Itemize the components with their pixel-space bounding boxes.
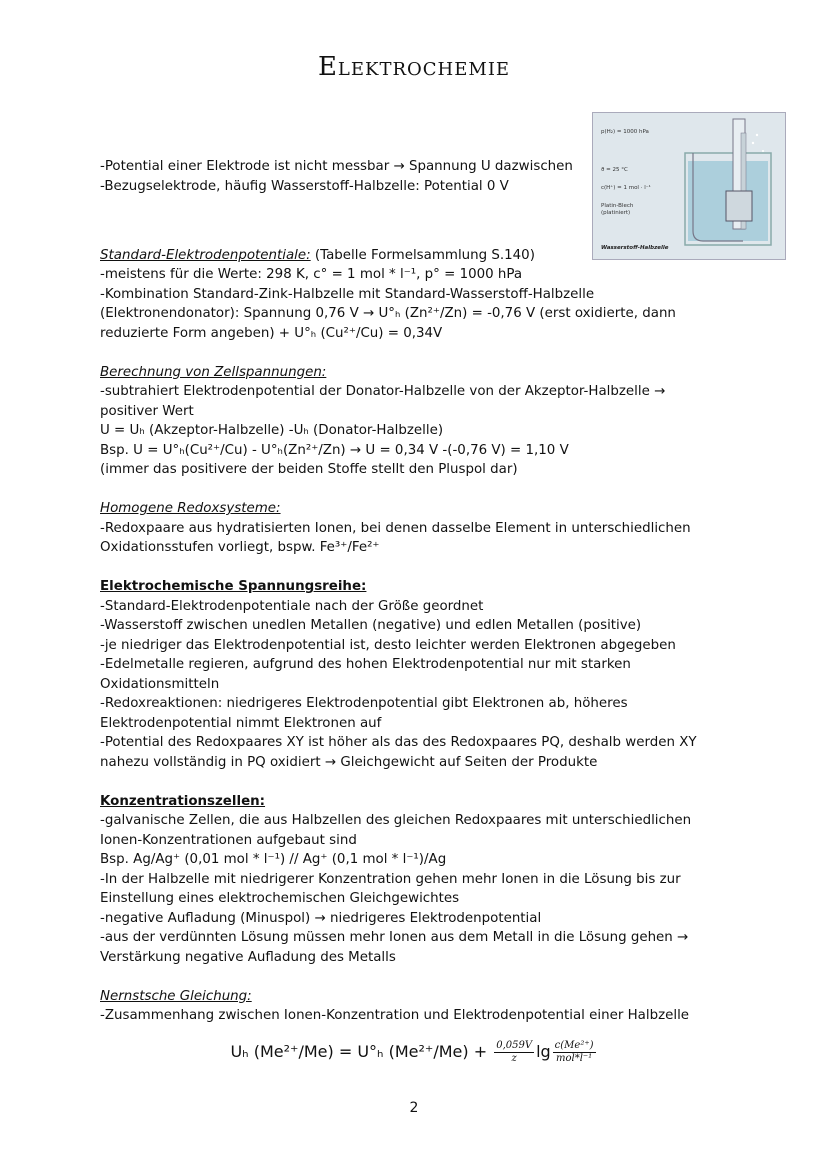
document-body xyxy=(100,157,740,1026)
section4-line: -Potential des Redoxpaares XY ist höher als das des Redoxpaares PQ, deshalb werden XY xyxy=(100,735,697,750)
section5-line: Ionen-Konzentrationen aufgebaut sind xyxy=(100,832,357,848)
fraction-rt-zf: $\frac{0,059V}{z}$ xyxy=(496,1040,533,1064)
intro-line: -Bezugselektrode, häufig Wasserstoff-Halbzelle: Potential 0 V xyxy=(100,178,509,194)
section2-line: positiver Wert xyxy=(100,403,194,419)
section2-line: -subtrahiert Elektrodenpotential der Donator-Halbzelle von der Akzeptor-Halbzelle → xyxy=(100,384,666,399)
section2-line: U = Uₕ (Akzeptor-Halbzelle) -Uₕ (Donator-Halbzelle) xyxy=(100,423,444,438)
section-heading-concentration-cells: Konzentrationszellen: xyxy=(100,793,266,809)
section1-line: reduzierte Form angeben) + U°ₕ (Cu²⁺/Cu) = 0,34V xyxy=(100,325,443,341)
section-heading-nernst: Nernstsche Gleichung: xyxy=(100,988,252,1004)
section4-line: -Wasserstoff zwischen unedlen Metallen (negative) und edlen Metallen (positive) xyxy=(100,618,642,633)
section5-line: -galvanische Zellen, die aus Halbzellen des gleichen Redoxpaares mit unterschiedlichen xyxy=(100,813,692,828)
intro-line: -Potential einer Elektrode ist nicht messbar → Spannung U dazwischen xyxy=(100,159,573,174)
section1-line: (Elektronendonator): Spannung 0,76 V → U°ₕ (Zn²⁺/Zn) = -0,76 V (erst oxidierte, dann xyxy=(100,306,676,321)
image-label-pressure: p(H₂) = 1000 hPa xyxy=(601,129,649,135)
section3-line: Oxidationsstufen vorliegt, bspw. Fe³⁺/Fe²⁺ xyxy=(100,540,380,555)
section6-line: -Zusammenhang zwischen Ionen-Konzentration und Elektrodenpotential einer Halbzelle xyxy=(100,1008,690,1023)
page-title: Elektrochemie xyxy=(317,52,511,82)
section4-line: Oxidationsmitteln xyxy=(100,676,220,692)
section5-line: Verstärkung negative Aufladung des Metalls xyxy=(100,949,396,965)
section4-line: -je niedriger das Elektrodenpotential ist, desto leichter werden Elektronen abgegeben xyxy=(100,637,676,653)
section4-line: Elektrodenpotential nimmt Elektronen auf xyxy=(100,715,382,731)
image-label-platinum: Platin-Blech xyxy=(601,203,634,209)
fraction-concentration: $\frac{\text{c(Me²⁺)}}{\text{mol*l⁻¹}}$ xyxy=(554,1040,594,1064)
section-heading-homogeneous-redox: Homogene Redoxsysteme: xyxy=(100,501,281,516)
equation-left: Uₕ (Me²⁺/Me) = U°ₕ (Me²⁺/Me) + xyxy=(230,1042,493,1061)
section2-line: Bsp. U = U°ₕ(Cu²⁺/Cu) - U°ₕ(Zn²⁺/Zn) → U = 0,34 V -(-0,76 V) = 1,10 V xyxy=(100,442,569,458)
section5-line: Bsp. Ag/Ag⁺ (0,01 mol * l⁻¹) // Ag⁺ (0,1 mol * l⁻¹)/Ag xyxy=(100,852,447,867)
image-label-platinized: (platiniert) xyxy=(601,210,631,216)
section5-line: -In der Halbzelle mit niedrigerer Konzentration gehen mehr Ionen in die Lösung bis zur xyxy=(100,871,681,887)
log-symbol: lg xyxy=(536,1042,551,1061)
section4-line: -Standard-Elektrodenpotentiale nach der Größe geordnet xyxy=(100,598,484,614)
section5-line: Einstellung eines elektrochemischen Gleichgewichtes xyxy=(100,891,460,906)
section5-line: -aus der verdünnten Lösung müssen mehr Ionen aus dem Metall in die Lösung gehen → xyxy=(100,930,689,945)
page-number: 2 xyxy=(409,1100,419,1116)
section1-line: -Kombination Standard-Zink-Halbzelle mit Standard-Wasserstoff-Halbzelle xyxy=(100,286,595,302)
section4-line: nahezu vollständig in PQ oxidiert → Gleichgewicht auf Seiten der Produkte xyxy=(100,754,598,770)
section5-line: -negative Aufladung (Minuspol) → niedrigeres Elektrodenpotential xyxy=(100,910,542,926)
section-heading-cell-voltage: Berechnung von Zellspannungen: xyxy=(100,364,327,380)
section-heading-standard-potentials: Standard-Elektrodenpotentiale: (Tabelle Formelsammlung S.140) xyxy=(100,247,535,263)
section1-line: -meistens für die Werte: 298 K, c° = 1 mol * l⁻¹, p° = 1000 hPa xyxy=(100,267,523,282)
nernst-equation xyxy=(0,1040,828,1065)
image-label-temperature: ϑ = 25 °C xyxy=(601,167,628,173)
section3-line: -Redoxpaare aus hydratisierten Ionen, bei denen dasselbe Element in unterschiedlichen xyxy=(100,520,691,536)
section2-line: (immer das positivere der beiden Stoffe stellt den Pluspol dar) xyxy=(100,462,518,477)
section4-line: -Redoxreaktionen: niedrigeres Elektrodenpotential gibt Elektronen ab, höheres xyxy=(100,696,628,711)
image-caption: Wasserstoff-Halbzelle xyxy=(601,245,669,251)
section-heading-voltage-series: Elektrochemische Spannungsreihe: xyxy=(100,579,367,594)
image-label-concentration: c(H⁺) = 1 mol · l⁻¹ xyxy=(601,185,651,191)
section4-line: -Edelmetalle regieren, aufgrund des hohen Elektrodenpotential nur mit starken xyxy=(100,657,631,672)
